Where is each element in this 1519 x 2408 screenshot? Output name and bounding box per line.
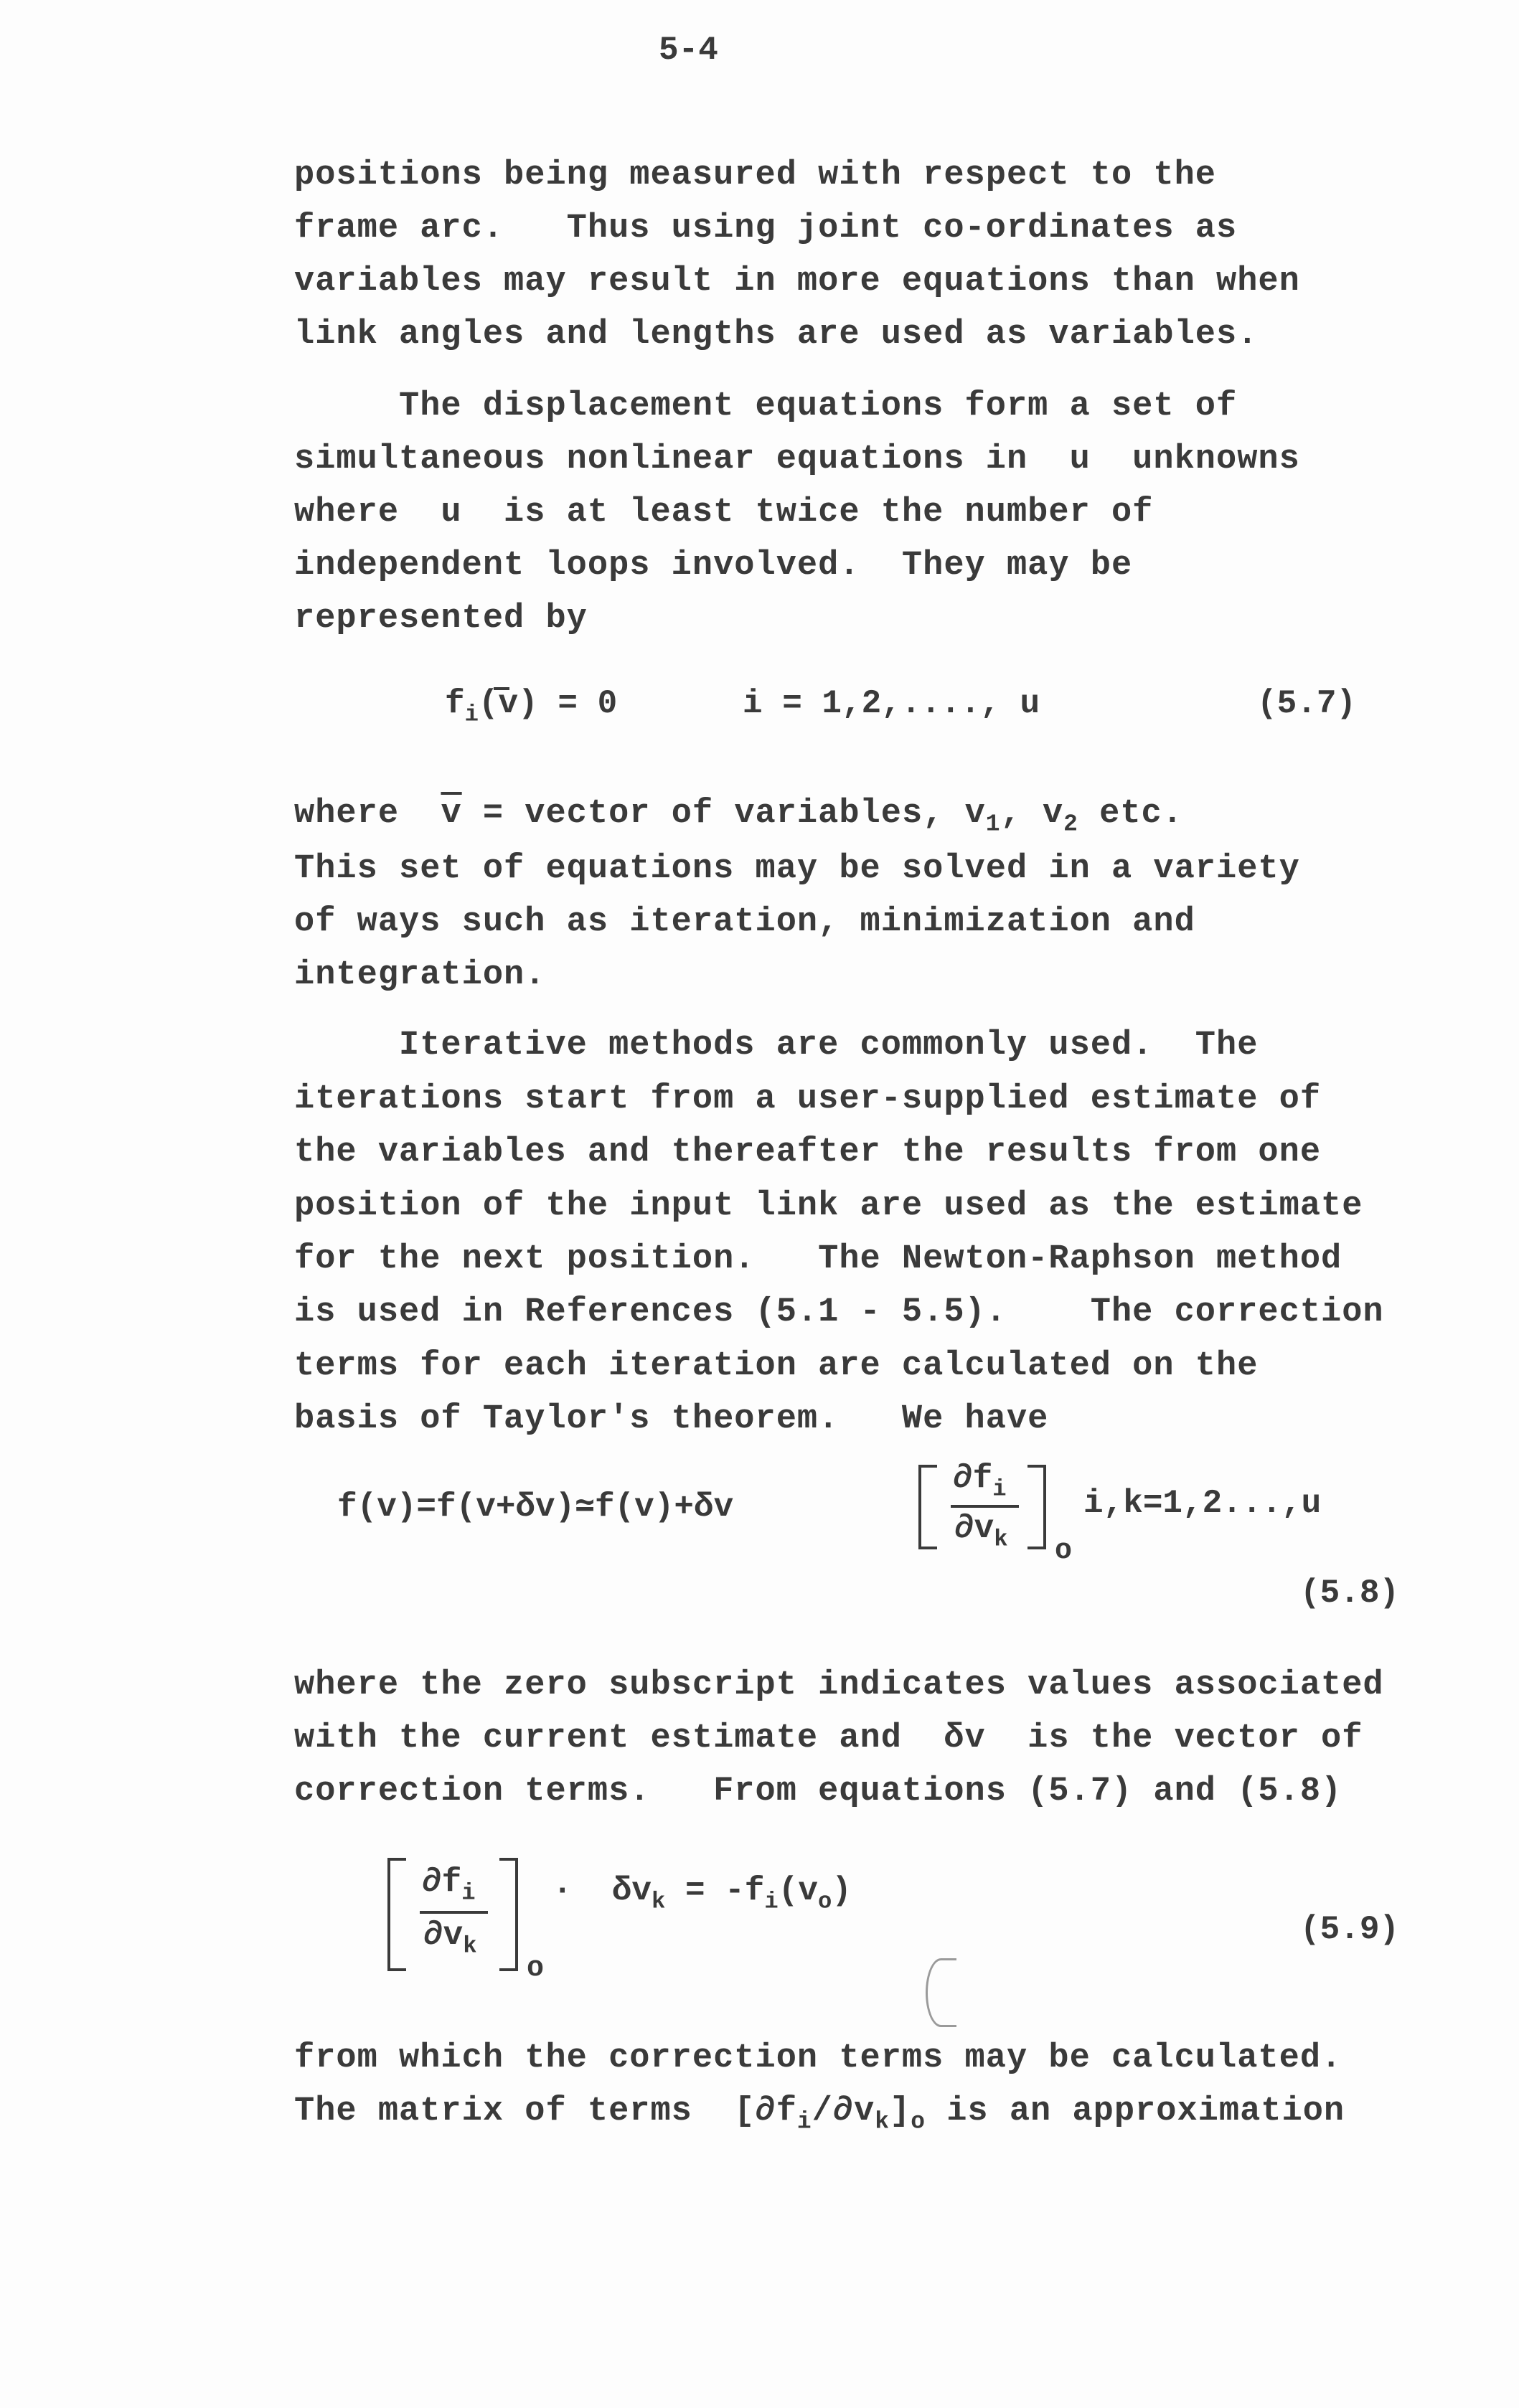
subscript: i	[461, 1879, 476, 1907]
denominator-text: ∂v	[423, 1917, 464, 1954]
text-line	[294, 2090, 1345, 2144]
text-span: , v	[1000, 795, 1064, 833]
eq58-sub-o: o	[1055, 1535, 1073, 1567]
text-line: basis of Taylor's theorem. We have	[294, 1400, 1049, 1438]
text-line: iterations start from a user-supplied estimate of	[294, 1080, 1322, 1118]
subscript: o	[817, 1888, 832, 1915]
numerator-text: ∂f	[422, 1864, 462, 1901]
text-line: represented by	[294, 600, 588, 638]
vbar-overline	[494, 687, 509, 690]
equation-5-7-number: (5.7)	[1257, 685, 1357, 722]
eq59-sub-o: o	[527, 1953, 545, 1985]
pen-mark	[926, 1958, 956, 2027]
subscript: 2	[1063, 811, 1078, 838]
subscript: i	[992, 1476, 1007, 1503]
subscript: o	[911, 2108, 926, 2135]
text-line: of ways such as iteration, minimization and	[294, 903, 1195, 941]
subscript: k	[994, 1526, 1008, 1553]
text-line: where u is at least twice the number of	[294, 494, 1154, 532]
text-line: terms for each iteration are calculated on the	[294, 1347, 1259, 1385]
text-line: positions being measured with respect to the	[294, 156, 1217, 194]
text-span: (v	[778, 1872, 818, 1909]
text-span: The matrix of terms [∂f	[294, 2092, 797, 2130]
subscript: k	[875, 2108, 890, 2135]
denominator-text: ∂v	[954, 1510, 994, 1547]
eq58-numerator	[953, 1460, 1007, 1502]
equation-5-9-rhs	[552, 1872, 852, 1914]
equation-5-8-expr: f(v)=f(v+δv)≃f(v)+δv	[337, 1488, 734, 1526]
text-line: independent loops involved. They may be	[294, 547, 1133, 585]
subscript: i	[796, 2108, 812, 2135]
left-bracket	[918, 1465, 937, 1549]
numerator-text: ∂f	[953, 1460, 993, 1497]
equation-5-8-range: i,k=1,2...,u	[1083, 1485, 1322, 1522]
subscript: k	[463, 1932, 477, 1960]
text-span: ]	[890, 2092, 911, 2130]
text-line: is used in References (5.1 - 5.5). The correction	[294, 1293, 1384, 1331]
text-span: is an approximation	[926, 2092, 1345, 2130]
text-span: = vector of variables, v	[461, 795, 986, 833]
text-line: frame arc. Thus using joint co-ordinates as	[294, 209, 1238, 247]
subscript: k	[652, 1888, 666, 1915]
right-bracket	[499, 1858, 518, 1971]
left-bracket	[387, 1858, 406, 1971]
text-line: The displacement equations form a set of	[294, 387, 1238, 425]
text-line: integration.	[294, 956, 546, 994]
text-span: /∂v	[812, 2092, 875, 2130]
text-line: correction terms. From equations (5.7) and (5.8)	[294, 1772, 1342, 1810]
text-span: etc.	[1078, 795, 1183, 833]
fraction-line	[420, 1911, 488, 1914]
eq58-denominator	[954, 1510, 1008, 1552]
text-line: variables may result in more equations than when	[294, 263, 1300, 301]
text-line: simultaneous nonlinear equations in u unknowns	[294, 440, 1300, 478]
text-span: where	[294, 795, 441, 833]
text-line: link angles and lengths are used as variables.	[294, 316, 1259, 354]
text-line: the variables and thereafter the results from one	[294, 1133, 1322, 1171]
eq57-lhs-sub: i	[464, 701, 479, 728]
text-line: from which the correction terms may be calculated.	[294, 2039, 1342, 2077]
text-line: Iterative methods are commonly used. The	[294, 1026, 1259, 1064]
text-line: position of the input link are used as the estimate	[294, 1187, 1363, 1225]
eq57-lhs-rest: (v) = 0	[478, 685, 618, 722]
eq59-denominator	[423, 1917, 477, 1959]
equation-5-7	[445, 685, 617, 727]
text-line: for the next position. The Newton-Raphson method	[294, 1240, 1342, 1278]
subscript: 1	[985, 811, 1001, 838]
text-line	[294, 793, 1183, 846]
equation-5-9-number: (5.9)	[1300, 1911, 1400, 1948]
vbar-symbol: $\overline{v}$	[441, 795, 462, 833]
subscript: i	[764, 1888, 779, 1915]
eq59-numerator	[422, 1864, 476, 1906]
text-span: )	[832, 1872, 852, 1909]
eq57-lhs: f	[445, 685, 465, 722]
right-bracket	[1027, 1465, 1046, 1549]
text-span: · δv	[552, 1872, 652, 1909]
text-line: This set of equations may be solved in a variety	[294, 850, 1300, 888]
text-span: = -f	[665, 1872, 765, 1909]
equation-5-7-range: i = 1,2,...., u	[743, 685, 1040, 722]
page-number: 5-4	[659, 32, 718, 69]
text-line: where the zero subscript indicates values associated	[294, 1666, 1384, 1704]
equation-5-8-number: (5.8)	[1300, 1574, 1400, 1612]
text-line: with the current estimate and δv is the vector of	[294, 1719, 1363, 1757]
fraction-line	[951, 1505, 1019, 1508]
